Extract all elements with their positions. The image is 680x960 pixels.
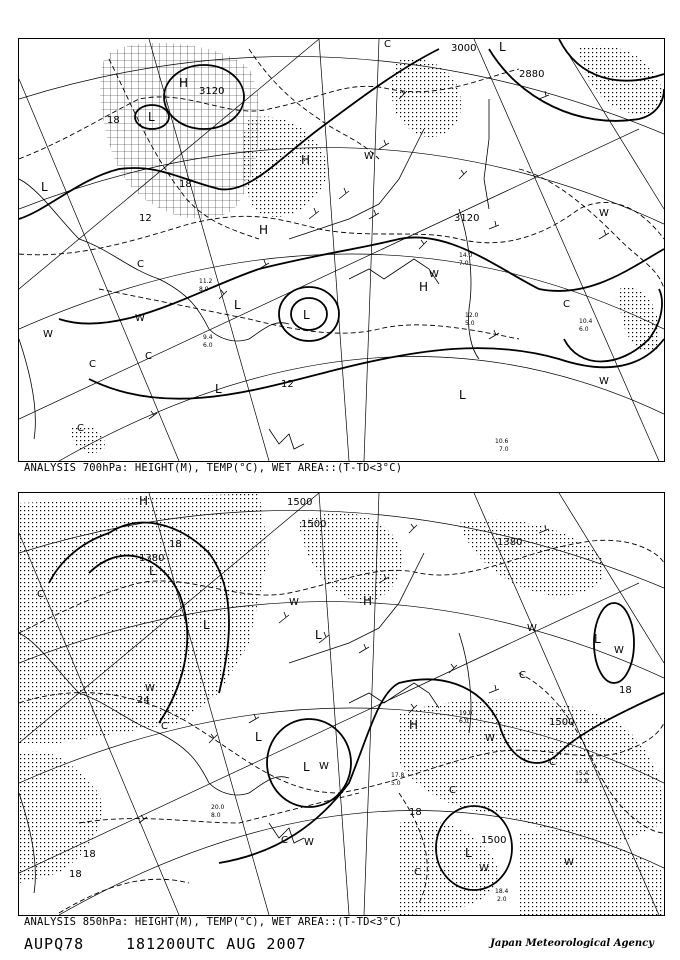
isotherm-label: 18 <box>169 539 182 550</box>
cold-marker: C <box>145 351 152 362</box>
agency-credit: Japan Meteorological Agency <box>490 938 654 949</box>
warm-marker: W <box>43 329 53 340</box>
warm-marker: W <box>485 733 495 744</box>
cold-marker: C <box>77 423 84 434</box>
low-pressure-marker: L <box>499 40 506 54</box>
isotherm-label: 18 <box>179 179 192 190</box>
warm-marker: W <box>304 837 314 848</box>
low-pressure-marker: L <box>215 382 222 396</box>
station-temp: 14.0 <box>459 252 473 259</box>
cold-marker: C <box>384 39 391 50</box>
station-dewpoint: 8.0 <box>211 812 221 819</box>
station-temp: 18.4 <box>495 888 509 895</box>
low-pressure-marker: L <box>594 632 601 646</box>
high-pressure-marker: H <box>301 153 311 167</box>
low-pressure-marker: L <box>459 388 466 402</box>
height-label: 3120 <box>199 86 225 97</box>
height-label: 1500 <box>301 519 327 530</box>
isotherm-label: 12 <box>139 213 152 224</box>
station-dewpoint: 12.8 <box>575 778 589 785</box>
station-dewpoint: 6.0 <box>579 326 589 333</box>
station-dewpoint: 5.0 <box>465 320 475 327</box>
low-pressure-marker: L <box>255 730 262 744</box>
isotherm-label: 18 <box>409 807 422 818</box>
station-temp: 19.0 <box>459 710 473 717</box>
isotherm-label: 18 <box>619 685 632 696</box>
station-temp: 15.4 <box>575 770 589 777</box>
high-pressure-marker: H <box>409 718 419 732</box>
height-label: 3000 <box>451 43 477 54</box>
high-pressure-marker: H <box>139 494 149 508</box>
high-pressure-marker: H <box>179 76 189 90</box>
cold-marker: C <box>414 867 421 878</box>
warm-marker: W <box>429 269 439 280</box>
map-700hpa <box>18 38 665 462</box>
high-pressure-marker: H <box>363 594 373 608</box>
caption-700hpa: ANALYSIS 700hPa: HEIGHT(M), TEMP(°C), WET AREA::(T-TD<3°C) <box>24 462 403 474</box>
map-850hpa <box>18 492 665 916</box>
station-temp: 12.0 <box>465 312 479 319</box>
station-temp: 17.8 <box>391 772 405 779</box>
isotherm-label: 24 <box>137 695 150 706</box>
cold-marker: C <box>449 785 456 796</box>
station-dewpoint: 7.0 <box>459 260 469 267</box>
warm-marker: W <box>599 208 609 219</box>
station-dewpoint: 2.0 <box>497 896 507 903</box>
station-dewpoint: 6.0 <box>459 718 469 725</box>
low-pressure-marker: L <box>148 110 155 124</box>
isotherm-label: 18 <box>83 849 96 860</box>
low-pressure-marker: L <box>203 618 210 632</box>
cold-marker: C <box>89 359 96 370</box>
height-label: 2880 <box>519 69 545 80</box>
warm-marker: W <box>527 623 537 634</box>
station-dewpoint: 6.0 <box>203 342 213 349</box>
chart-code: AUPQ78 <box>24 935 85 953</box>
height-label: 1500 <box>549 717 575 728</box>
station-temp: 11.2 <box>199 278 213 285</box>
station-dewpoint: 8.0 <box>199 286 209 293</box>
valid-time: 181200UTC AUG 2007 <box>126 935 307 953</box>
warm-marker: W <box>145 683 155 694</box>
station-dewpoint: 5.0 <box>391 780 401 787</box>
map-700hpa-canvas <box>19 39 664 461</box>
station-temp: 10.6 <box>495 438 509 445</box>
low-pressure-marker: L <box>234 298 241 312</box>
warm-marker: W <box>289 597 299 608</box>
height-label: 1500 <box>287 497 313 508</box>
height-label: 1380 <box>497 537 523 548</box>
warm-marker: W <box>564 857 574 868</box>
warm-marker: W <box>319 761 329 772</box>
high-pressure-marker: H <box>419 280 429 294</box>
cold-marker: C <box>161 721 168 732</box>
map-850hpa-canvas <box>19 493 664 915</box>
height-label: 3120 <box>454 213 480 224</box>
height-label: 1500 <box>481 835 507 846</box>
cold-marker: C <box>549 757 556 768</box>
low-pressure-marker: L <box>41 180 48 194</box>
cold-marker: C <box>37 589 44 600</box>
low-pressure-marker: L <box>303 308 310 322</box>
low-pressure-marker: L <box>315 628 322 642</box>
cold-marker: C <box>281 835 288 846</box>
low-pressure-marker: L <box>149 564 156 578</box>
cold-marker: C <box>519 670 526 681</box>
station-temp: 20.0 <box>211 804 225 811</box>
height-label: 1380 <box>139 553 165 564</box>
low-pressure-marker: L <box>465 846 472 860</box>
caption-850hpa: ANALYSIS 850hPa: HEIGHT(M), TEMP(°C), WET AREA::(T-TD<3°C) <box>24 916 403 928</box>
isotherm-label: 12 <box>281 379 294 390</box>
warm-marker: W <box>364 151 374 162</box>
station-temp: 9.4 <box>203 334 213 341</box>
warm-marker: W <box>614 645 624 656</box>
isotherm-label: 18 <box>107 115 120 126</box>
warm-marker: W <box>135 313 145 324</box>
cold-marker: C <box>137 259 144 270</box>
isotherm-label: 18 <box>69 869 82 880</box>
station-dewpoint: 7.0 <box>499 446 509 453</box>
warm-marker: W <box>479 863 489 874</box>
warm-marker: W <box>599 376 609 387</box>
high-pressure-marker: H <box>259 223 269 237</box>
station-temp: 10.4 <box>579 318 593 325</box>
low-pressure-marker: L <box>303 760 310 774</box>
cold-marker: C <box>563 299 570 310</box>
